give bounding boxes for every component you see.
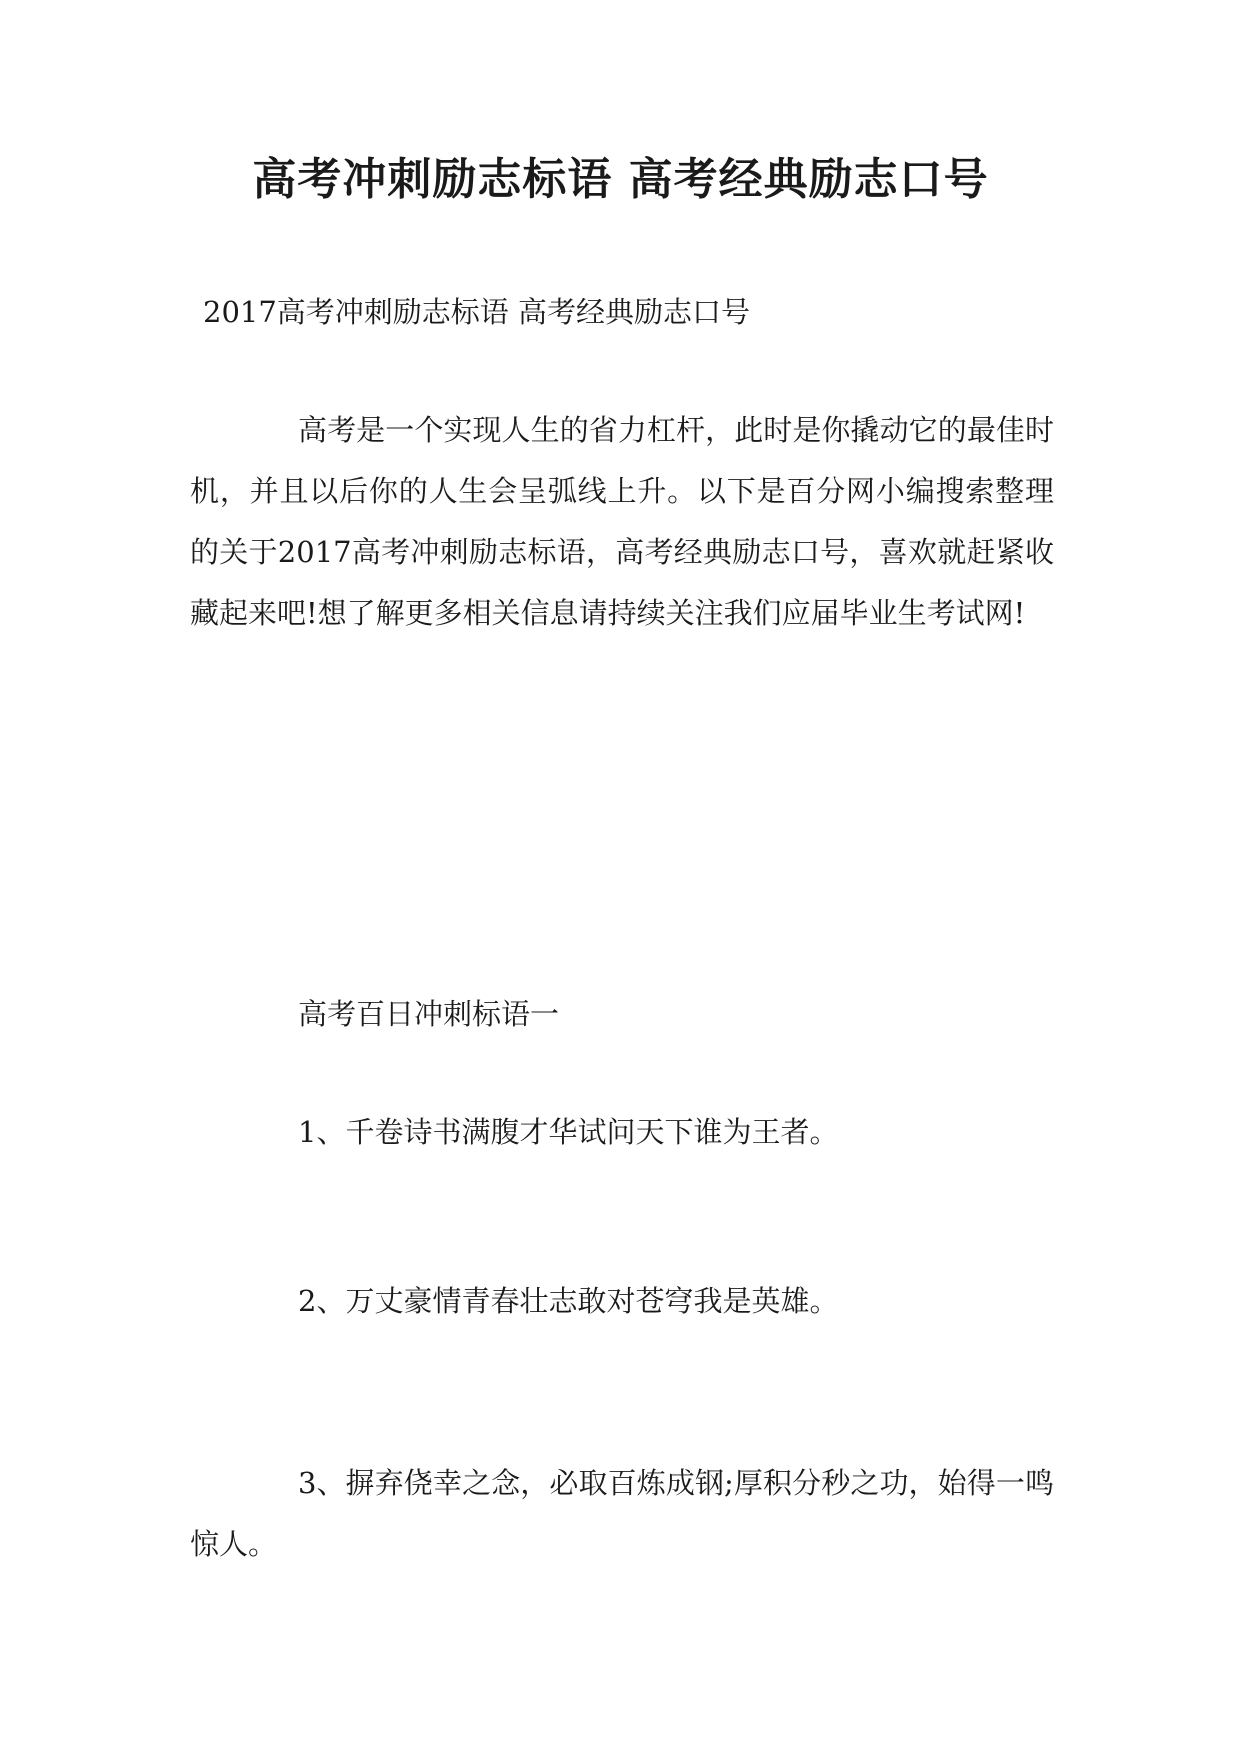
slogan-item-3: 3、摒弃侥幸之念，必取百炼成钢;厚积分秒之功，始得一鸣惊人。	[190, 1466, 1054, 1561]
slogan-item-1: 1、千卷诗书满腹才华试问天下谁为王者。	[298, 1115, 839, 1149]
slogan-item-2: 2、万丈豪情青春壮志敢对苍穹我是英雄。	[298, 1284, 839, 1318]
section-heading: 高考百日冲刺标语一	[298, 997, 560, 1031]
document-title: 高考冲刺励志标语 高考经典励志口号	[252, 154, 989, 205]
intro-paragraph: 高考是一个实现人生的省力杠杆，此时是你撬动它的最佳时机，并且以后你的人生会呈弧线上升。以下是百分网小编搜索整理的关于2017高考冲刺励志标语，高考经典励志口号，喜欢就赶紧收藏起来吧!想了解更多相关信息请持续关注我们应届毕业生考试网!	[190, 413, 1054, 630]
document-subtitle: 2017高考冲刺励志标语 高考经典励志口号	[203, 295, 751, 329]
